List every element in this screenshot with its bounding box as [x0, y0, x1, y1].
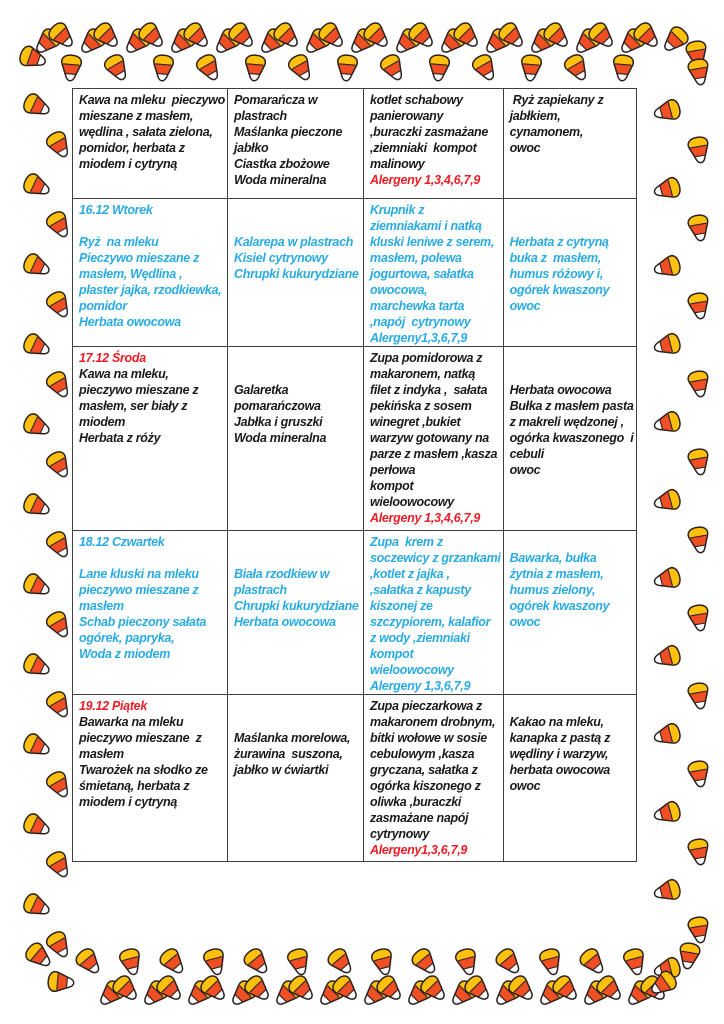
menu-line: żurawina suszona, — [234, 747, 343, 761]
candy-corn-icon — [42, 287, 75, 322]
candy-corn-icon — [651, 175, 684, 203]
menu-line: 18.12 Czwartek — [79, 535, 165, 549]
candy-corn-icon — [576, 944, 611, 980]
candy-corn-icon — [460, 971, 495, 1006]
candy-corn-icon — [134, 18, 169, 53]
candy-corn-icon — [29, 24, 64, 59]
menu-cell — [73, 531, 228, 695]
menu-line: 19.12 Piątek — [79, 699, 147, 713]
menu-line: makaronem, natką — [370, 367, 475, 381]
menu-line: Bawarka na mleku — [79, 715, 184, 729]
menu-line — [510, 698, 634, 714]
menu-line: plastrach — [234, 109, 287, 123]
candy-corn-icon — [686, 836, 713, 867]
candy-corn-icon — [651, 409, 684, 437]
candy-corn-icon — [614, 24, 649, 59]
candy-corn-icon — [20, 490, 55, 522]
menu-line — [510, 534, 634, 550]
candy-corn-icon — [108, 971, 143, 1006]
candy-corn-icon — [240, 971, 275, 1006]
menu-cell — [503, 531, 636, 695]
menu-line: wieloowocowy — [370, 663, 454, 677]
menu-line: Ryż na mleku — [79, 235, 159, 249]
menu-line: winegret ,bukiet — [370, 415, 461, 429]
candy-corn-icon — [89, 18, 124, 53]
candy-corn-icon — [152, 971, 187, 1006]
candy-corn-icon — [686, 56, 713, 87]
menu-row — [73, 199, 637, 347]
menu-line: owoc — [509, 141, 541, 155]
menu-line: cebulowym ,kasza — [370, 747, 475, 761]
menu-line: kotlet schabowy — [370, 93, 463, 107]
menu-line: warzyw gotowany na — [370, 431, 489, 445]
menu-line: Woda z miodem — [79, 647, 171, 661]
menu-line: ziemniakami i natką — [370, 219, 482, 233]
menu-line: herbata owocowa — [509, 763, 610, 777]
candy-corn-icon — [46, 970, 76, 994]
menu-line: zasmażane napój — [370, 811, 469, 825]
menu-line: Alergeny 1,3,4,6,7,9 — [370, 511, 481, 525]
menu-line: cynamonem, — [509, 125, 583, 139]
candy-corn-icon — [344, 24, 379, 59]
menu-line: mieszane z masłem, — [79, 109, 194, 123]
candy-corn-icon — [93, 976, 128, 1011]
candy-corn-icon — [42, 847, 75, 882]
menu-cell — [503, 89, 636, 199]
candy-corn-icon — [224, 18, 259, 53]
candy-corn-icon — [376, 50, 409, 85]
candy-corn-icon — [533, 976, 568, 1011]
candy-corn-icon — [657, 22, 692, 57]
candy-corn-icon — [434, 24, 469, 59]
candy-corn-icon — [285, 946, 313, 979]
candy-corn-icon — [504, 971, 539, 1006]
candy-corn-icon — [42, 447, 75, 482]
menu-line: ,ziemniaki kompot — [370, 141, 477, 155]
menu-line: jabłkiem, — [509, 109, 561, 123]
candy-corn-icon — [201, 946, 229, 979]
candy-corn-icon — [20, 330, 55, 362]
candy-corn-icon — [686, 524, 713, 555]
candy-corn-icon — [427, 53, 451, 83]
candy-corn-icon — [651, 799, 684, 827]
candy-corn-icon — [468, 50, 501, 85]
menu-line: Zupa krem z — [370, 535, 443, 549]
menu-line: ,buraczki zasmażane — [370, 125, 488, 139]
menu-line: ogórka kwaszonego i — [509, 431, 634, 445]
candy-corn-icon — [20, 410, 55, 442]
menu-line: Jabłka i gruszki — [234, 415, 323, 429]
candy-corn-icon — [20, 650, 55, 682]
candy-corn-icon — [651, 97, 684, 125]
menu-line: Kawa na mleku, — [79, 367, 169, 381]
menu-line: Krupnik z — [370, 203, 425, 217]
menu-line: Woda mineralna — [234, 431, 327, 445]
menu-line: Zupa pomidorowa z — [370, 351, 483, 365]
menu-line: żytnia z masłem, — [509, 567, 604, 581]
menu-line: Kalarepa w plastrach — [234, 235, 354, 249]
candy-corn-icon — [269, 18, 304, 53]
menu-line — [79, 550, 225, 566]
menu-line: Pieczywo mieszane z — [79, 251, 200, 265]
candy-corn-icon — [20, 250, 55, 282]
menu-line: Kakao na mleku, — [509, 715, 604, 729]
menu-line: Herbata owocowa — [509, 383, 612, 397]
menu-line: humus zielony, — [509, 583, 596, 597]
candy-corn-icon — [676, 940, 703, 971]
candy-corn-icon — [416, 971, 451, 1006]
menu-line: Alergeny1,3,6,7,9 — [370, 331, 468, 345]
candy-corn-icon — [20, 570, 55, 602]
candy-corn-icon — [524, 24, 559, 59]
candy-corn-icon — [548, 971, 583, 1006]
menu-line: Schab pieczony sałata — [79, 615, 207, 629]
menu-line: Biała rzodkiew w — [234, 567, 330, 581]
candy-corn-icon — [651, 331, 684, 359]
menu-line: pieczywo mieszane z — [79, 383, 199, 397]
menu-line: Alergeny 1,3,6,7,9 — [370, 679, 471, 693]
menu-cell — [364, 347, 504, 531]
menu-line — [234, 550, 361, 566]
candy-corn-icon — [684, 38, 711, 69]
candy-corn-icon — [284, 50, 317, 85]
menu-line: filet z indyka , sałata — [370, 383, 488, 397]
candy-corn-icon — [445, 976, 480, 1011]
candy-corn-icon — [372, 971, 407, 1006]
menu-line: Chrupki kukurydziane — [234, 599, 359, 613]
candy-corn-icon — [611, 53, 635, 83]
candy-corn-icon — [489, 976, 524, 1011]
menu-line: ogórek, papryka, — [79, 631, 175, 645]
candy-corn-icon — [389, 24, 424, 59]
candy-corn-icon — [100, 50, 133, 85]
menu-line: jogurtowa, sałatka — [370, 267, 474, 281]
candy-corn-icon — [42, 367, 75, 402]
menu-line: kompot — [370, 479, 414, 493]
menu-line: makaronem drobnym, — [370, 715, 496, 729]
menu-line: cebuli — [509, 447, 544, 461]
menu-line — [510, 366, 634, 382]
candy-corn-icon — [636, 971, 671, 1006]
menu-line: Herbata owocowa — [79, 315, 181, 329]
menu-line: owoc — [509, 299, 541, 313]
candy-corn-icon — [651, 253, 684, 281]
menu-line: masłem — [79, 747, 124, 761]
menu-line: Twarożek na słodko ze — [79, 763, 208, 777]
candy-corn-icon — [651, 643, 684, 671]
menu-line — [510, 218, 634, 234]
menu-line: Herbata z róży — [79, 431, 161, 445]
candy-corn-icon — [453, 946, 481, 979]
menu-line — [234, 698, 361, 714]
candy-corn-icon — [686, 134, 713, 165]
candy-corn-icon — [42, 127, 75, 162]
menu-cell — [364, 695, 504, 862]
candy-corn-icon — [645, 967, 681, 1001]
candy-corn-icon — [20, 730, 55, 762]
menu-line: ,sałatka z kapusty — [370, 583, 471, 597]
candy-corn-icon — [42, 607, 75, 642]
candy-corn-icon — [117, 946, 145, 979]
candy-corn-icon — [225, 976, 260, 1011]
menu-line: Ryż zapiekany z — [509, 93, 604, 107]
candy-corn-icon — [569, 24, 604, 59]
menu-cell — [73, 89, 228, 199]
menu-line: masłem, Wędlina , — [79, 267, 183, 281]
menu-line: wędliny i warzyw, — [509, 747, 609, 761]
menu-line: panierowany — [370, 109, 444, 123]
menu-line: kanapka z pastą z — [509, 731, 611, 745]
menu-row — [73, 531, 637, 695]
menu-line: pieczywo mieszane z — [79, 731, 202, 745]
menu-line: masłem, polewa — [370, 251, 462, 265]
menu-cell — [228, 199, 364, 347]
menu-row — [73, 89, 637, 199]
menu-line: plaster jajka, rzodkiewka, — [79, 283, 222, 297]
menu-line: masłem, ser biały z — [79, 399, 188, 413]
candy-corn-icon — [494, 18, 529, 53]
menu-line: plastrach — [234, 583, 287, 597]
candy-corn-icon — [651, 721, 684, 749]
candy-corn-icon — [243, 53, 267, 83]
menu-line: parze z masłem ,kasza — [370, 447, 498, 461]
menu-line: wieloowocowy — [370, 495, 454, 509]
menu-line — [234, 534, 361, 550]
menu-line: 16.12 Wtorek — [79, 203, 153, 217]
menu-line — [510, 350, 634, 366]
menu-line: Ciastka zbożowe — [234, 157, 330, 171]
candy-corn-icon — [20, 810, 55, 842]
menu-cell — [73, 695, 228, 862]
menu-line: z wody ,ziemniaki — [370, 631, 470, 645]
menu-cell — [364, 531, 504, 695]
candy-corn-icon — [357, 976, 392, 1011]
candy-corn-icon — [16, 43, 50, 73]
candy-corn-icon — [686, 368, 713, 399]
candy-corn-icon — [240, 944, 275, 980]
candy-corn-icon — [686, 680, 713, 711]
menu-line: Kawa na mleku pieczywo — [79, 93, 225, 107]
menu-line: Chrupki kukurydziane — [234, 267, 359, 281]
candy-corn-icon — [137, 976, 172, 1011]
candy-corn-icon — [651, 877, 684, 905]
candy-corn-icon — [313, 976, 348, 1011]
menu-line: bitki wołowe w sosie — [370, 731, 487, 745]
menu-line: miodem i cytryną — [79, 157, 178, 171]
candy-corn-icon — [179, 18, 214, 53]
menu-line: oliwka ,buraczki — [370, 795, 462, 809]
candy-corn-icon — [584, 18, 619, 53]
menu-line: humus różowy i, — [509, 267, 604, 281]
menu-line: wędlina , sałata zielona, — [79, 125, 213, 139]
candy-corn-icon — [686, 446, 713, 477]
candy-corn-icon — [560, 50, 593, 85]
menu-line: pomidor, herbata z — [79, 141, 185, 155]
candy-corn-icon — [299, 24, 334, 59]
menu-line: soczewicy z grzankami — [370, 551, 501, 565]
menu-line: ogórka kiszonego z — [370, 779, 481, 793]
menu-line: Pomarańcza w — [234, 93, 318, 107]
menu-line: ogórek kwaszony — [509, 599, 610, 613]
candy-corn-icon — [209, 24, 244, 59]
menu-cell — [364, 199, 504, 347]
candy-corn-icon — [537, 946, 565, 979]
menu-line — [234, 366, 361, 382]
menu-line: kompot — [370, 647, 414, 661]
candy-corn-icon — [42, 527, 75, 562]
menu-line: szczypiorem, kalafior — [370, 615, 491, 629]
candy-corn-icon — [181, 976, 216, 1011]
menu-row — [73, 347, 637, 531]
menu-line: owocowa, — [370, 283, 428, 297]
candy-corn-icon — [651, 487, 684, 515]
menu-cell — [503, 199, 636, 347]
menu-line: Bawarka, bułka — [509, 551, 597, 565]
menu-cell — [73, 347, 228, 531]
menu-line: Galaretka — [234, 383, 289, 397]
candy-corn-icon — [592, 971, 627, 1006]
menu-line: masłem — [79, 599, 124, 613]
candy-corn-icon — [492, 944, 527, 980]
candy-corn-icon — [651, 565, 684, 593]
candy-corn-icon — [42, 767, 75, 802]
menu-line: Bułka z masłem pasta — [509, 399, 634, 413]
candy-corn-icon — [328, 971, 363, 1006]
menu-line: owoc — [509, 615, 541, 629]
candy-corn-icon — [479, 24, 514, 59]
candy-corn-icon — [401, 976, 436, 1011]
menu-line — [234, 202, 361, 218]
menu-line: pekińska z sosem — [370, 399, 472, 413]
candy-corn-icon — [151, 53, 175, 83]
menu-line: Alergeny 1,3,4,6,7,9 — [370, 173, 481, 187]
menu-line — [234, 350, 361, 366]
candy-corn-icon — [21, 939, 57, 974]
menu-cell — [503, 347, 636, 531]
candy-corn-icon — [449, 18, 484, 53]
menu-line: kluski leniwe z serem, — [370, 235, 495, 249]
menu-line: z makreli wędzonej , — [509, 415, 624, 429]
menu-line: Herbata owocowa — [234, 615, 336, 629]
menu-line: Lane kluski na mleku — [79, 567, 199, 581]
menu-row — [73, 695, 637, 862]
candy-corn-icon — [577, 976, 612, 1011]
menu-line — [79, 218, 225, 234]
candy-corn-icon — [20, 90, 55, 122]
menu-line: marchewka tarta — [370, 299, 465, 313]
menu-line: owoc — [509, 779, 541, 793]
menu-line: Herbata z cytryną — [509, 235, 609, 249]
candy-corn-icon — [20, 170, 55, 202]
candy-corn-icon — [686, 290, 713, 321]
menu-line: kiszonej ze — [370, 599, 433, 613]
menu-line: Woda mineralna — [234, 173, 327, 187]
menu-cell — [228, 89, 364, 199]
candy-corn-icon — [42, 927, 75, 962]
candy-corn-icon — [621, 976, 656, 1011]
menu-line: miodem — [79, 415, 126, 429]
candy-corn-icon — [686, 602, 713, 633]
menu-line: śmietaną, herbata z — [79, 779, 190, 793]
candy-corn-icon — [119, 24, 154, 59]
candy-corn-icon — [269, 976, 304, 1011]
menu-line: jabłko w ćwiartki — [234, 763, 329, 777]
menu-line: Zupa pieczarkowa z — [370, 699, 482, 713]
candy-corn-icon — [254, 24, 289, 59]
menu-cell — [228, 695, 364, 862]
menu-cell — [503, 695, 636, 862]
candy-corn-icon — [42, 207, 75, 242]
menu-line: Alergeny1,3,6,7,9 — [370, 843, 468, 857]
menu-line: gryczana, sałatka z — [370, 763, 478, 777]
candy-corn-icon — [324, 944, 359, 980]
menu-line: Maślanka morelowa, — [234, 731, 351, 745]
candy-corn-icon — [44, 18, 79, 53]
candy-corn-icon — [539, 18, 574, 53]
menu-line: owoc — [509, 463, 541, 477]
candy-corn-icon — [72, 944, 107, 980]
menu-cell — [364, 89, 504, 199]
candy-corn-icon — [59, 53, 83, 83]
candy-corn-icon — [42, 687, 75, 722]
candy-corn-icon — [192, 50, 225, 85]
menu-line: perłowa — [370, 463, 416, 477]
menu-line — [234, 714, 361, 730]
candy-corn-icon — [20, 890, 55, 922]
menu-line: Maślanka pieczone — [234, 125, 343, 139]
candy-corn-icon — [359, 18, 394, 53]
menu-line: ,napój cytrynowy — [370, 315, 471, 329]
candy-corn-icon — [74, 24, 109, 59]
candy-corn-icon — [369, 946, 397, 979]
menu-line: ,kotlet z jajka , — [370, 567, 450, 581]
menu-cell — [73, 199, 228, 347]
menu-line: ogórek kwaszony — [509, 283, 610, 297]
candy-corn-icon — [284, 971, 319, 1006]
candy-corn-icon — [621, 946, 649, 979]
menu-line: pomidor — [79, 299, 127, 313]
menu-cell — [228, 531, 364, 695]
candy-corn-icon — [651, 955, 684, 983]
menu-line — [234, 218, 361, 234]
menu-line: malinowy — [370, 157, 425, 171]
candy-corn-icon — [196, 971, 231, 1006]
candy-corn-icon — [519, 53, 543, 83]
menu-line: jabłko — [234, 141, 269, 155]
menu-line: Kisiel cytrynowy — [234, 251, 328, 265]
menu-table — [72, 88, 637, 862]
menu-line — [510, 202, 634, 218]
menu-cell — [228, 347, 364, 531]
candy-corn-icon — [404, 18, 439, 53]
candy-corn-icon — [156, 944, 191, 980]
menu-line: pieczywo mieszane z — [79, 583, 199, 597]
menu-line: buka z masłem, — [509, 251, 601, 265]
menu-line: pomarańczowa — [234, 399, 321, 413]
menu-line: 17.12 Środa — [79, 351, 146, 365]
candy-corn-icon — [686, 914, 713, 945]
candy-corn-icon — [164, 24, 199, 59]
candy-corn-icon — [408, 944, 443, 980]
menu-line: miodem i cytryną — [79, 795, 178, 809]
candy-corn-icon — [629, 18, 664, 53]
candy-corn-icon — [686, 212, 713, 243]
menu-line: cytrynowy — [370, 827, 430, 841]
candy-corn-icon — [686, 758, 713, 789]
candy-corn-icon — [314, 18, 349, 53]
candy-corn-icon — [335, 53, 359, 83]
